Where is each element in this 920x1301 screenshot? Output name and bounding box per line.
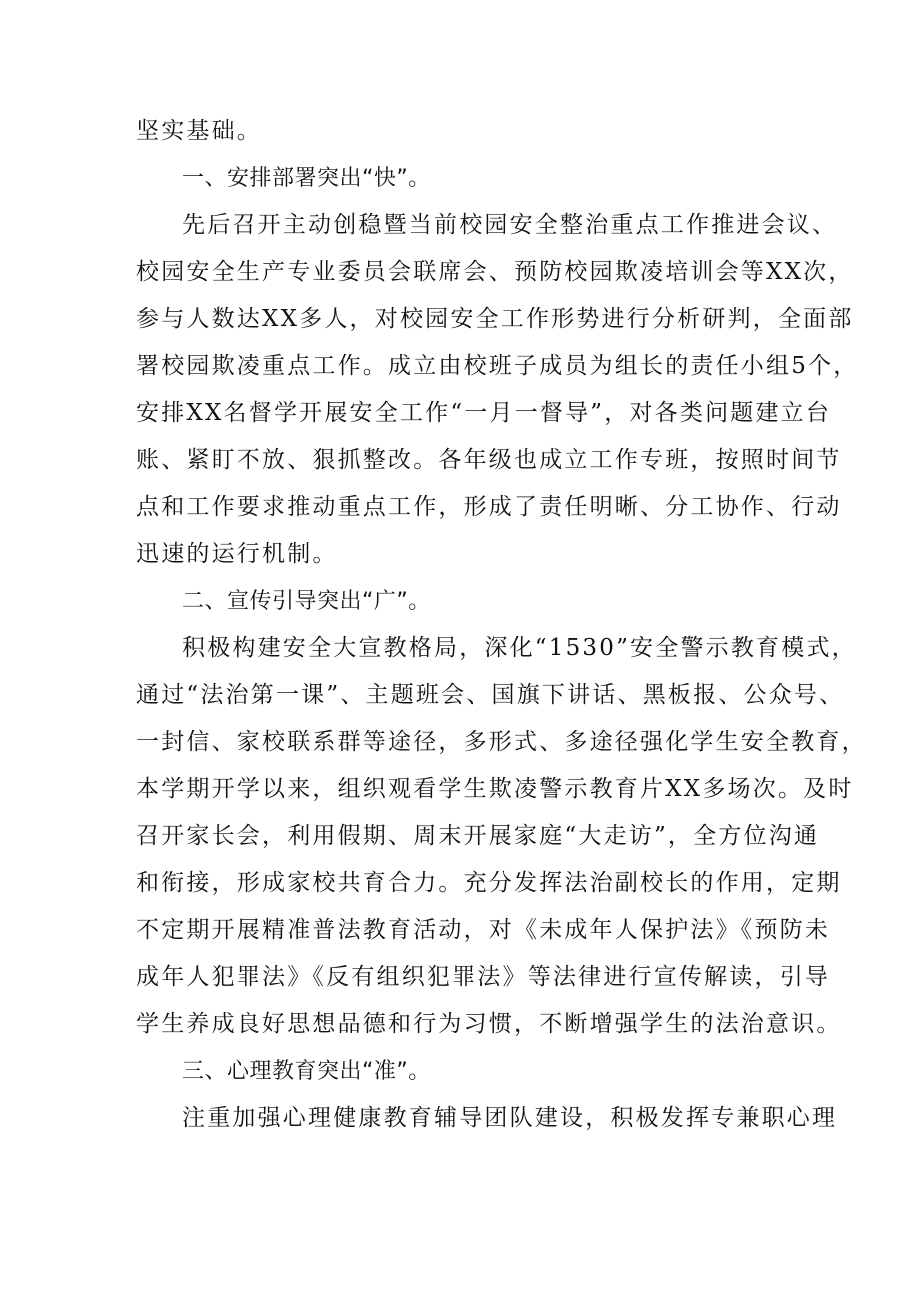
paragraph-line: 不定期开展精准普法教育活动，对《未成年人保护法》《预防未 xyxy=(136,917,831,943)
paragraph-line: 召开家长会，利用假期、周末开展家庭“大走访”，全方位沟通 xyxy=(136,823,820,849)
section-heading: 一、安排部署突出“快”。 xyxy=(182,166,431,191)
section-heading: 二、宣传引导突出“广”。 xyxy=(182,589,431,614)
paragraph-line: 成年人犯罪法》《反有组织犯罪法》等法律进行宣传解读，引导 xyxy=(136,964,831,990)
paragraph-line: 点和工作要求推动重点工作，形成了责任明晰、分工协作、行动 xyxy=(136,494,842,520)
paragraph-line: 署校园欺凌重点工作。成立由校班子成员为组长的责任小组5个， xyxy=(136,353,859,379)
paragraph-line: 参与人数达XX多人，对校园安全工作形势进行分析研判，全面部 xyxy=(136,306,854,332)
paragraph-line: 通过“法治第一课”、主题班会、国旗下讲话、黑板报、公众号、 xyxy=(136,682,845,708)
paragraph-last-line: 坚实基础。 xyxy=(136,118,262,144)
paragraph-first-line: 积极构建安全大宣教格局，深化“1530”安全警示教育模式， xyxy=(182,635,857,661)
paragraph-line: 学生养成良好思想品德和行为习惯，不断增强学生的法治意识。 xyxy=(136,1011,842,1037)
paragraph-line: 账、紧盯不放、狠抓整改。各年级也成立工作专班，按照时间节 xyxy=(136,447,842,473)
paragraph-first-line: 先后召开主动创稳暨当前校园安全整治重点工作推进会议、 xyxy=(182,212,838,238)
document-body xyxy=(136,108,867,1142)
section-heading: 三、心理教育突出“准”。 xyxy=(182,1059,431,1084)
paragraph-line: 和衔接，形成家校共育合力。充分发挥法治副校长的作用，定期 xyxy=(136,870,842,896)
paragraph-line: 校园安全生产专业委员会联席会、预防校园欺凌培训会等XX次， xyxy=(136,259,854,285)
paragraph-last-line: 迅速的运行机制。 xyxy=(136,541,338,567)
paragraph-first-line: 注重加强心理健康教育辅导团队建设，积极发挥专兼职心理 xyxy=(182,1105,838,1131)
paragraph-line: 安排XX名督学开展安全工作“一月一督导”，对各类问题建立台 xyxy=(136,400,832,426)
paragraph-line: 本学期开学以来，组织观看学生欺凌警示教育片XX多场次。及时 xyxy=(136,776,854,802)
paragraph-line: 一封信、家校联系群等途径，多形式、多途径强化学生安全教育， xyxy=(136,729,867,755)
